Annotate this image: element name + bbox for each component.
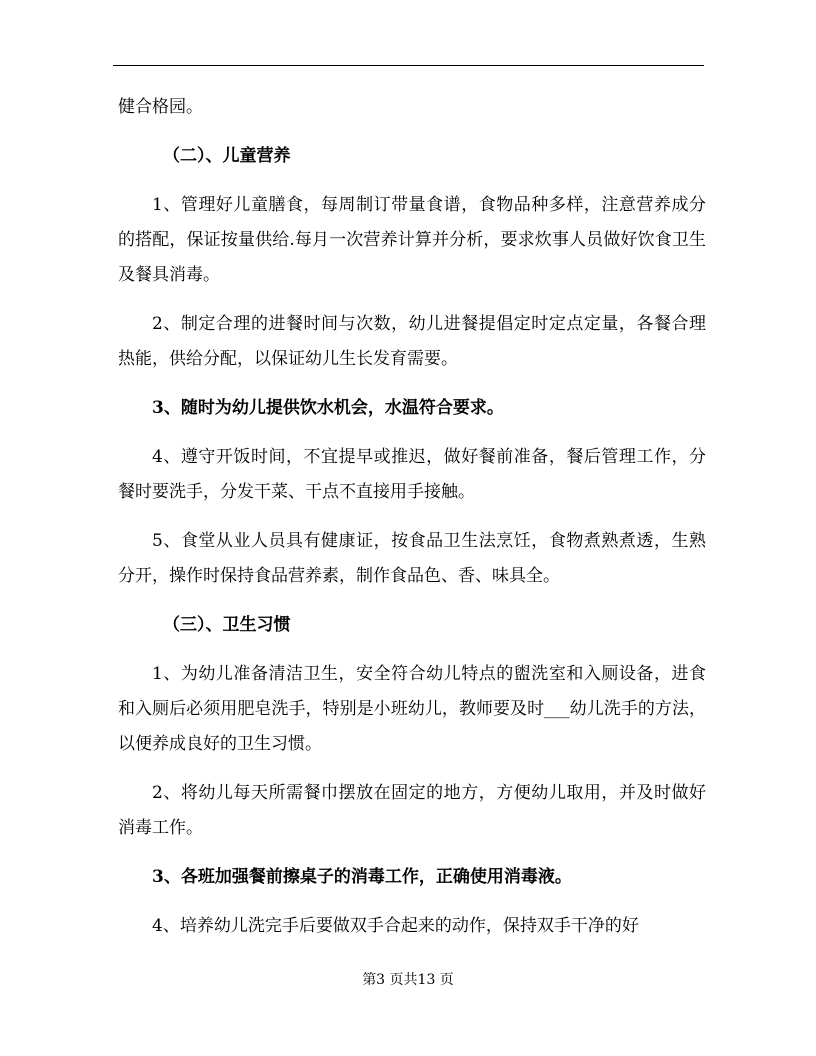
nutrition-item-1: 1、管理好儿童膳食，每周制订带量食谱，食物品种多样，注意营养成分的搭配，保证按量供给.每月一次营养计算并分析，要求炊事人员做好饮食卫生及餐具消毒。 — [118, 195, 706, 285]
hygiene-item-3: 3、各班加强餐前擦桌子的消毒工作，正确使用消毒液。 — [152, 867, 572, 887]
hygiene-item-2: 2、将幼儿每天所需餐巾摆放在固定的地方，方便幼儿取用，并及时做好消毒工作。 — [118, 783, 706, 838]
section-heading-nutrition: （二）、儿童营养 — [163, 146, 291, 166]
nutrition-item-5: 5、食堂从业人员具有健康证，按食品卫生法烹饪，食物煮熟煮透，生熟分开，操作时保持食品营养素，制作食品色、香、味具全。 — [118, 531, 706, 586]
nutrition-item-3: 3、随时为幼儿提供饮水机会，水温符合要求。 — [152, 398, 504, 418]
nutrition-item-4: 4、遵守开饭时间，不宜提早或推迟，做好餐前准备，餐后管理工作，分餐时要洗手，分发干菜、干点不直接用手接触。 — [118, 447, 706, 502]
intro-line: 健合格园。 — [118, 97, 203, 117]
hygiene-item-1: 1、为幼儿准备清洁卫生，安全符合幼儿特点的盥洗室和入厕设备，进食和入厕后必须用肥皂洗手，特别是小班幼儿，教师要及时___幼儿洗手的方法，以便养成良好的卫生习惯。 — [118, 664, 706, 754]
document-body — [118, 90, 706, 944]
page-number-footer: 第3 页共13 页 — [362, 972, 454, 988]
hygiene-item-4: 4、培养幼儿洗完手后要做双手合起来的动作，保持双手干净的好 — [152, 916, 639, 936]
header-rule — [113, 65, 704, 66]
section-heading-hygiene: （三）、卫生习惯 — [163, 615, 291, 635]
nutrition-item-2: 2、制定合理的进餐时间与次数，幼儿进餐提倡定时定点定量，各餐合理热能，供给分配，以保证幼儿生长发育需要。 — [118, 314, 706, 369]
